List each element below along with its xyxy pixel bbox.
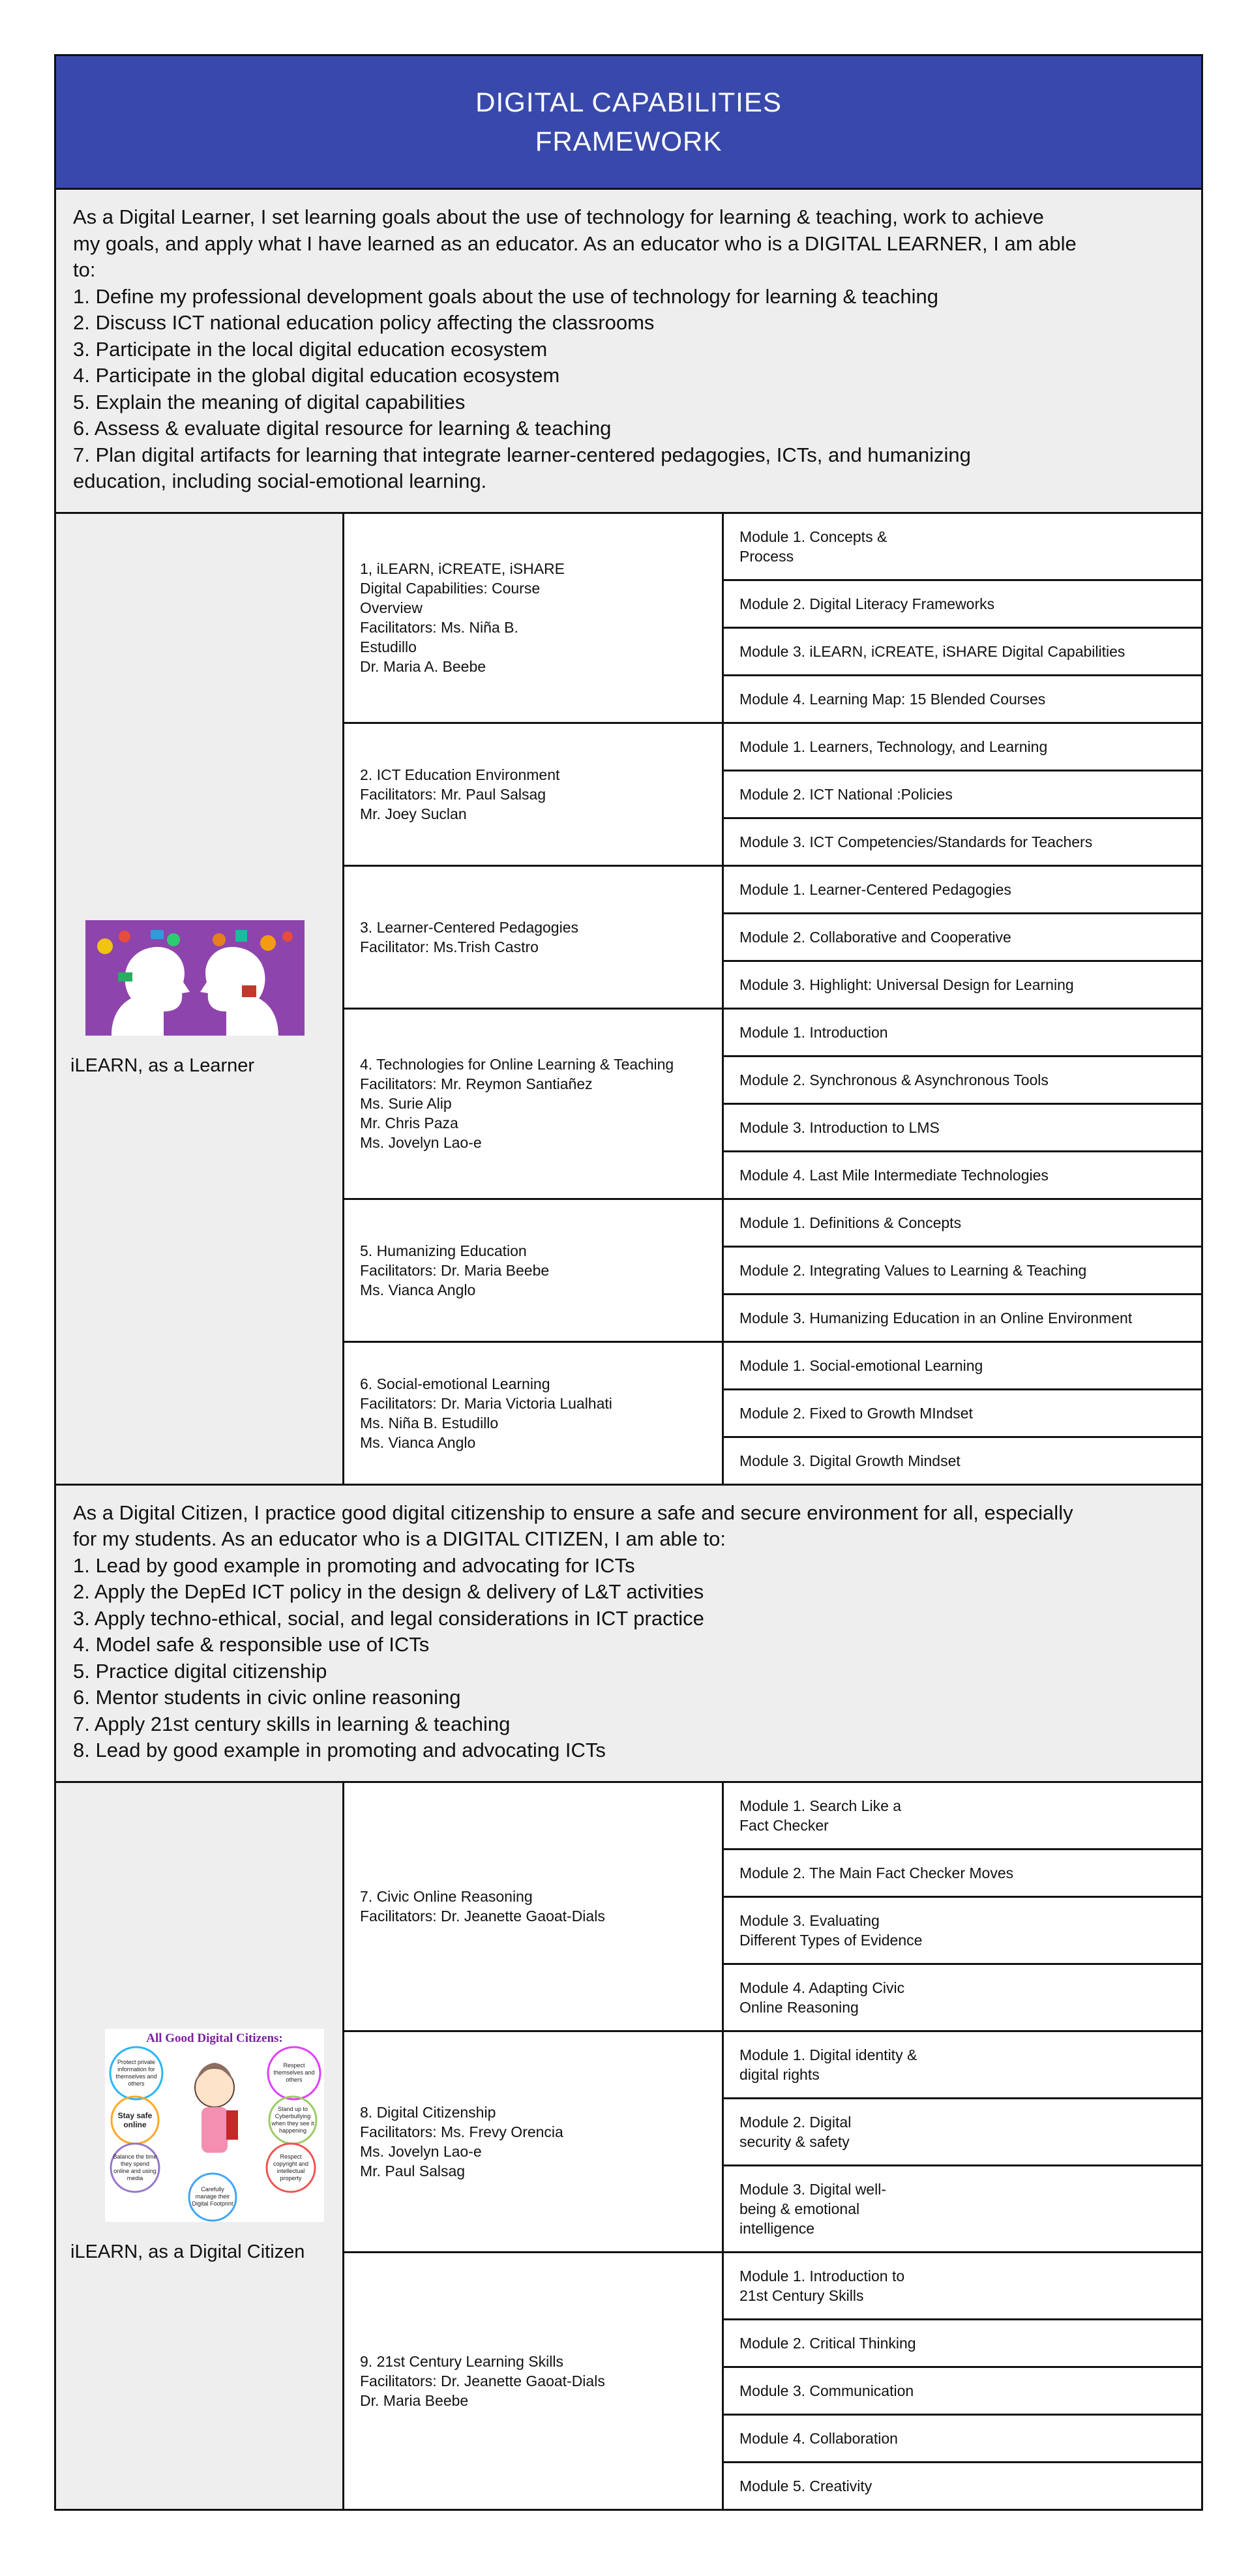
course-cell: 2. ICT Education Environment Facilitators: Mr. Paul Salsag Mr. Joey Suclan	[344, 723, 723, 865]
course-cell: 8. Digital Citizenship Facilitators: Ms. Frevy Orencia Ms. Jovelyn Lao-e Mr. Paul Salsag	[344, 2031, 723, 2252]
module-cell: Module 3. Communication	[723, 2367, 1202, 2414]
module-cell: Module 1. Search Like a Fact Checker	[723, 1782, 1202, 1849]
module-cell: Module 1. Learner-Centered Pedagogies	[723, 865, 1202, 913]
poster-bubble-text: Balance the time they spend online and using media	[113, 2153, 157, 2181]
learner-illustration-graphic	[85, 920, 305, 1036]
module-cell: Module 2. Fixed to Growth MIndset	[723, 1389, 1202, 1437]
category-label: iLEARN, as a Learner	[70, 1055, 255, 1076]
module-cell: Module 1. Definitions & Concepts	[723, 1199, 1202, 1246]
digital-citizens-poster	[105, 2029, 324, 2222]
module-cell: Module 2. Collaborative and Cooperative	[723, 913, 1202, 961]
category-label: iLEARN, as a Digital Citizen	[70, 2241, 305, 2262]
module-cell: Module 4. Learning Map: 15 Blended Courses	[723, 675, 1202, 723]
page-title	[55, 55, 1202, 189]
module-cell: Module 3. Evaluating Different Types of Evidence	[723, 1896, 1202, 1964]
category-cell	[55, 513, 344, 1484]
poster-title: All Good Digital Citizens:	[146, 2031, 283, 2045]
framework-table	[54, 54, 1203, 2511]
module-cell: Module 3. Highlight: Universal Design for Learning	[723, 961, 1202, 1008]
intro-row	[55, 1484, 1202, 1782]
module-cell: Module 1. Introduction to 21st Century Skills	[723, 2252, 1202, 2319]
module-cell: Module 4. Collaboration	[723, 2414, 1202, 2462]
section-intro-text: As a Digital Learner, I set learning goals about the use of technology for learning & teaching, work to achieve my goals, and apply what I have learned as an educator. As an educator who is a DIGITAL LEARNER, I am able to: 1. Define my professional development goals about the use of technology for learning & teaching 2. Discuss ICT national education policy affecting the classrooms 3. Participate in the local digital education ecosystem 4. Participate in the global digital education ecosystem 5. Explain the meaning of digital capabilities 6. Assess & evaluate digital resource for learning & teaching 7. Plan digital artifacts for learning that integrate learner-centered pedagogies, ICTs, and humanizing education, including social-emotional learning.	[55, 189, 1202, 513]
module-cell: Module 1. Learners, Technology, and Learning	[723, 723, 1202, 770]
course-cell: 6. Social-emotional Learning Facilitators: Dr. Maria Victoria Lualhati Ms. Niña B. Estudillo Ms. Vianca Anglo	[344, 1341, 723, 1484]
poster-bubble-text: Respect themselves and others	[273, 2062, 315, 2083]
module-cell: Module 2. Critical Thinking	[723, 2319, 1202, 2367]
poster-bubble-text: Respect copyright and intellectual property	[273, 2153, 309, 2181]
module-cell: Module 3. Digital well- being & emotional intelligence	[723, 2165, 1202, 2252]
module-cell: Module 3. ICT Competencies/Standards for Teachers	[723, 818, 1202, 865]
module-cell: Module 4. Last Mile Intermediate Technologies	[723, 1151, 1202, 1199]
poster-bubble-text: Stand up to Cyberbullying when they see it happening	[271, 2105, 314, 2134]
module-cell: Module 2. Digital Literacy Frameworks	[723, 580, 1202, 627]
module-cell: Module 2. Integrating Values to Learning & Teaching	[723, 1246, 1202, 1294]
module-cell: Module 3. Introduction to LMS	[723, 1103, 1202, 1151]
module-cell: Module 4. Adapting Civic Online Reasoning	[723, 1964, 1202, 2031]
module-cell: Module 2. Synchronous & Asynchronous Tools	[723, 1056, 1202, 1103]
framework-document	[54, 54, 1201, 2511]
category-cell	[55, 1782, 344, 2509]
course-cell: 7. Civic Online Reasoning Facilitators: Dr. Jeanette Gaoat-Dials	[344, 1782, 723, 2031]
module-cell: Module 3. Humanizing Education in an Online Environment	[723, 1294, 1202, 1341]
module-cell: Module 5. Creativity	[723, 2462, 1202, 2509]
course-cell: 3. Learner-Centered Pedagogies Facilitator: Ms.Trish Castro	[344, 865, 723, 1008]
course-cell: 5. Humanizing Education Facilitators: Dr. Maria Beebe Ms. Vianca Anglo	[344, 1199, 723, 1341]
header-row	[55, 55, 1202, 189]
module-cell: Module 1. Social-emotional Learning	[723, 1341, 1202, 1389]
section-intro-text: As a Digital Citizen, I practice good digital citizenship to ensure a safe and secure environment for all, especially for my students. As an educator who is a DIGITAL CITIZEN, I am able to: 1. Lead by good example in promoting and advocating for ICTs 2. Apply the DepEd ICT policy in the design & delivery of L&T activities 3. Apply techno-ethical, social, and legal considerations in ICT practice 4. Model safe & responsible use of ICTs 5. Practice digital citizenship 6. Mentor students in civic online reasoning 7. Apply 21st century skills in learning & teaching 8. Lead by good example in promoting and advocating ICTs	[55, 1484, 1202, 1782]
intro-row	[55, 189, 1202, 513]
module-cell: Module 2. The Main Fact Checker Moves	[723, 1849, 1202, 1896]
learner-illustration	[85, 920, 305, 1036]
module-cell: Module 1. Introduction	[723, 1008, 1202, 1056]
course-cell: 1, iLEARN, iCREATE, iSHARE Digital Capabilities: Course Overview Facilitators: Ms. Niña B. Estudillo Dr. Maria A. Beebe	[344, 513, 723, 723]
module-cell: Module 1. Digital identity & digital rights	[723, 2031, 1202, 2098]
module-cell: Module 2. ICT National :Policies	[723, 770, 1202, 818]
module-cell: Module 3. iLEARN, iCREATE, iSHARE Digital Capabilities	[723, 627, 1202, 675]
module-cell: Module 3. Digital Growth Mindset	[723, 1437, 1202, 1484]
module-cell: Module 1. Concepts & Process	[723, 513, 1202, 580]
table-row	[55, 513, 1202, 580]
course-cell: 9. 21st Century Learning Skills Facilitators: Dr. Jeanette Gaoat-Dials Dr. Maria Beebe	[344, 2252, 723, 2509]
poster-bubble-text: Protect private information for themselves and others	[115, 2058, 157, 2087]
title-line-1: DIGITAL CAPABILITIES	[475, 87, 782, 117]
course-cell: 4. Technologies for Online Learning & Teaching Facilitators: Mr. Reymon Santiañez Ms. Surie Alip Mr. Chris Paza Ms. Jovelyn Lao-e	[344, 1008, 723, 1199]
module-cell: Module 2. Digital security & safety	[723, 2098, 1202, 2165]
table-row	[55, 1782, 1202, 1849]
title-line-2: FRAMEWORK	[535, 126, 723, 157]
poster-bubble-text: Carefully manage their Digital Footprint	[192, 2186, 233, 2207]
poster-bubble-text: Stay safe online	[117, 2110, 153, 2129]
